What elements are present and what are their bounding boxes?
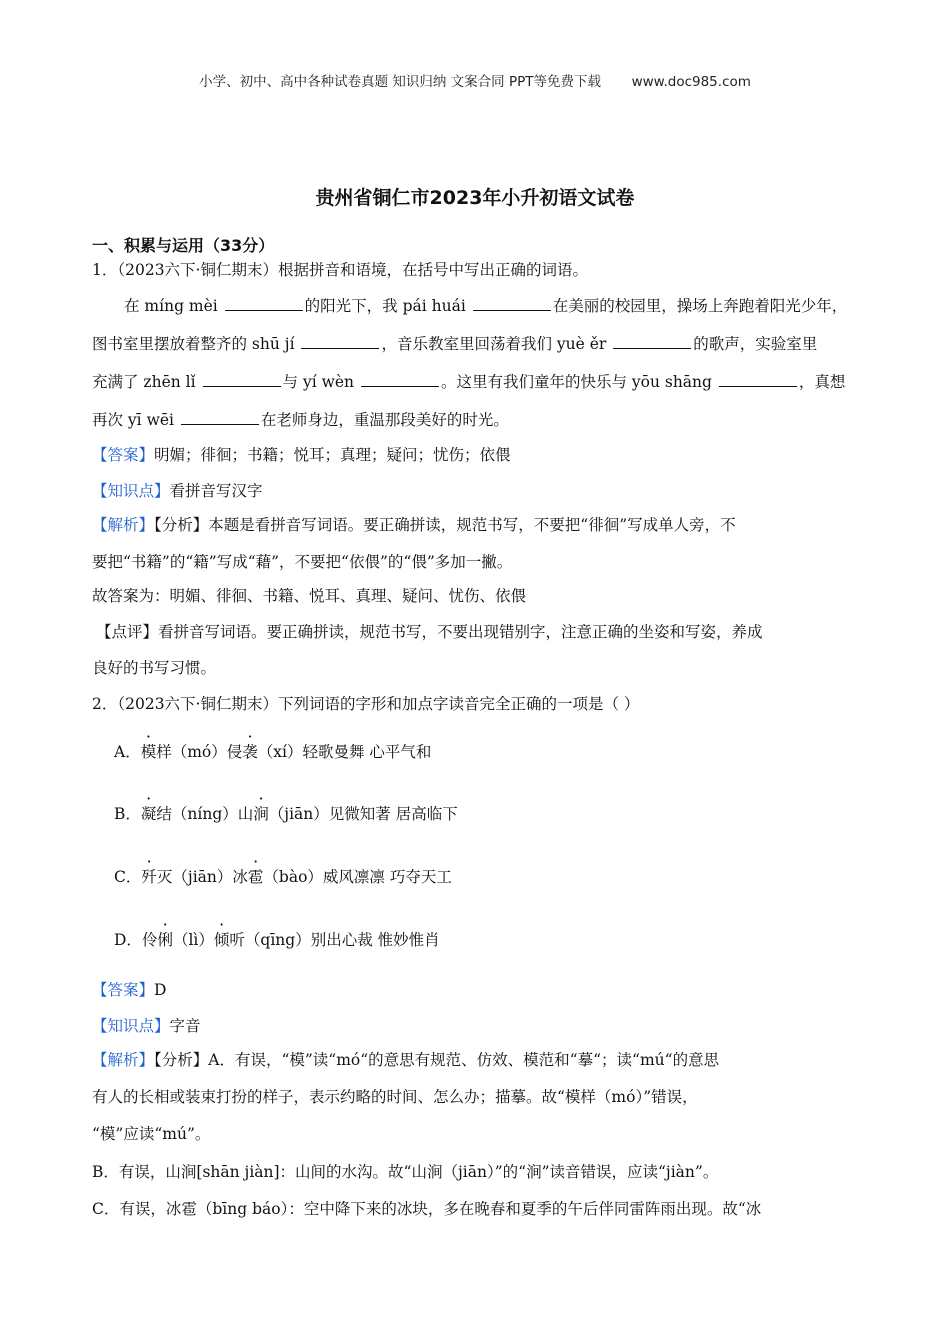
text: 。这里有我们童年的快乐与 yōu shāng bbox=[440, 373, 717, 391]
analysis-text: 【分析】本题是看拼音写词语。要正确拼读，规范书写，不要把“徘徊”写成单人旁，不 bbox=[154, 516, 736, 534]
answer-blank[interactable] bbox=[361, 385, 439, 387]
option-text: 听（qīng）别出心裁 惟妙惟肖 bbox=[229, 931, 440, 949]
option-text: 样（mó）侵 bbox=[156, 743, 243, 761]
text: 的歌声，实验室里 bbox=[693, 335, 818, 353]
q1-knowledge-point bbox=[92, 479, 263, 501]
option-text: （jiān）见微知著 居高临下 bbox=[268, 805, 458, 823]
q1-para-line-3 bbox=[92, 370, 845, 392]
knowledge-text: 看拼音写汉字 bbox=[169, 482, 263, 500]
option-label: B． bbox=[114, 805, 141, 823]
dotted-char: 雹 bbox=[247, 868, 264, 886]
text: ，真想 bbox=[798, 373, 846, 391]
dotted-char: 凝 bbox=[140, 805, 157, 823]
q2-option-d[interactable] bbox=[114, 928, 440, 950]
option-label: A． bbox=[114, 743, 141, 761]
q2-answer bbox=[92, 978, 166, 1000]
q1-answer bbox=[92, 443, 511, 465]
q2-option-a[interactable] bbox=[114, 740, 431, 762]
q1-para-line-1 bbox=[124, 294, 847, 316]
answer-blank[interactable] bbox=[203, 385, 281, 387]
q2-option-c[interactable] bbox=[114, 865, 452, 887]
q1-para-line-4 bbox=[92, 408, 509, 430]
answer-blank[interactable] bbox=[613, 347, 691, 349]
page-title: 贵州省铜仁市2023年小升初语文试卷 bbox=[315, 187, 635, 209]
dotted-char: 倾 bbox=[213, 931, 230, 949]
dotted-char: 俐 bbox=[157, 931, 173, 949]
q1-analysis-5: 良好的书写习惯。 bbox=[92, 659, 217, 677]
q2-analysis-5: C．有误，冰雹（bīng báo）：空中降下来的冰块，多在晚春和夏季的午后伴同雷阵雨出现。故“冰 bbox=[92, 1200, 762, 1218]
text: 在美丽的校园里，操场上奔跑着阳光少年， bbox=[552, 297, 848, 315]
answer-blank[interactable] bbox=[225, 309, 303, 311]
section-heading: 一、积累与运用（33分） bbox=[92, 236, 275, 255]
text: 充满了 zhēn lǐ bbox=[92, 373, 201, 391]
q1-analysis-3: 故答案为：明媚、徘徊、书籍、悦耳、真理、疑问、忧伤、依偎 bbox=[92, 587, 527, 605]
option-text: （xí）轻歌曼舞 心平气和 bbox=[257, 743, 432, 761]
q2-analysis-3: “模”应读“mú”。 bbox=[92, 1125, 211, 1143]
text: 在 míng mèi bbox=[124, 297, 223, 315]
q2-knowledge-point bbox=[92, 1014, 201, 1036]
header-site-link[interactable]: www.doc985.com bbox=[631, 74, 751, 90]
dotted-char: 袭 bbox=[242, 743, 258, 761]
option-text: 灭（jiān）冰 bbox=[156, 868, 248, 886]
text: 图书室里摆放着整齐的 shū jí bbox=[92, 335, 300, 353]
option-text: 结（níng）山 bbox=[156, 805, 254, 823]
answer-blank[interactable] bbox=[301, 347, 379, 349]
q1-analysis-4: 【点评】看拼音写词语。要正确拼读，规范书写，不要出现错别字，注意正确的坐姿和写姿，养成 bbox=[96, 623, 763, 641]
text: 在老师身边，重温那段美好的时光。 bbox=[260, 411, 509, 429]
analysis-text: 【分析】A．有误，“模”读“mó“的意思有规范、仿效、模范和“摹“；读“mú“的意思 bbox=[154, 1051, 720, 1069]
text: ，音乐教室里回荡着我们 yuè ěr bbox=[381, 335, 612, 353]
option-label: C． bbox=[114, 868, 142, 886]
knowledge-text: 字音 bbox=[169, 1017, 201, 1035]
text: 的阳光下，我 pái huái bbox=[304, 297, 471, 315]
dotted-char: 模 bbox=[140, 743, 157, 761]
option-label: D． bbox=[114, 931, 142, 949]
q2-analysis-4: B．有误，山涧[shān jiàn]：山间的水沟。故“山涧（jiān）”的“涧”读音错误，应读“jiàn”。 bbox=[92, 1163, 719, 1181]
answer-blank[interactable] bbox=[181, 423, 259, 425]
option-text: 伶 bbox=[141, 931, 158, 949]
option-text: （lì） bbox=[172, 931, 214, 949]
answer-tag: 【答案】 bbox=[92, 446, 155, 464]
q2-analysis-1 bbox=[92, 1048, 719, 1070]
answer-text: D bbox=[154, 981, 167, 999]
option-text: （bào）威风凛凛 巧夺天工 bbox=[263, 868, 452, 886]
answer-tag: 【答案】 bbox=[92, 981, 155, 999]
q2-option-b[interactable] bbox=[114, 802, 458, 824]
knowledge-tag: 【知识点】 bbox=[92, 482, 170, 500]
analysis-tag: 【解析】 bbox=[92, 516, 155, 534]
answer-text: 明媚；徘徊；书籍；悦耳；真理；疑问；忧伤；依偎 bbox=[154, 446, 511, 464]
analysis-tag: 【解析】 bbox=[92, 1051, 155, 1069]
dotted-char: 涧 bbox=[253, 805, 269, 823]
text: 与 yí wèn bbox=[282, 373, 359, 391]
knowledge-tag: 【知识点】 bbox=[92, 1017, 170, 1035]
answer-blank[interactable] bbox=[719, 385, 797, 387]
q2-stem: 2．（2023六下·铜仁期末）下列词语的字形和加点字读音完全正确的一项是（ ） bbox=[92, 695, 640, 713]
q1-analysis-2: 要把“书籍”的“籍”写成“藉”，不要把“依偎”的“偎”多加一撇。 bbox=[92, 553, 513, 571]
header-text: 小学、初中、高中各种试卷真题 知识归纳 文案合同 PPT等免费下载 bbox=[199, 74, 601, 90]
q1-stem: 1．（2023六下·铜仁期末）根据拼音和语境，在括号中写出正确的词语。 bbox=[92, 261, 588, 279]
dotted-char: 歼 bbox=[141, 868, 157, 886]
answer-blank[interactable] bbox=[473, 309, 551, 311]
q1-para-line-2 bbox=[92, 332, 817, 354]
page-header bbox=[0, 70, 950, 90]
q1-analysis-1 bbox=[92, 513, 736, 535]
text: 再次 yī wēi bbox=[92, 411, 179, 429]
q2-analysis-2: 有人的长相或装束打扮的样子，表示约略的时间、怎么办；描摹。故“模样（mó）”错误， bbox=[92, 1088, 698, 1106]
